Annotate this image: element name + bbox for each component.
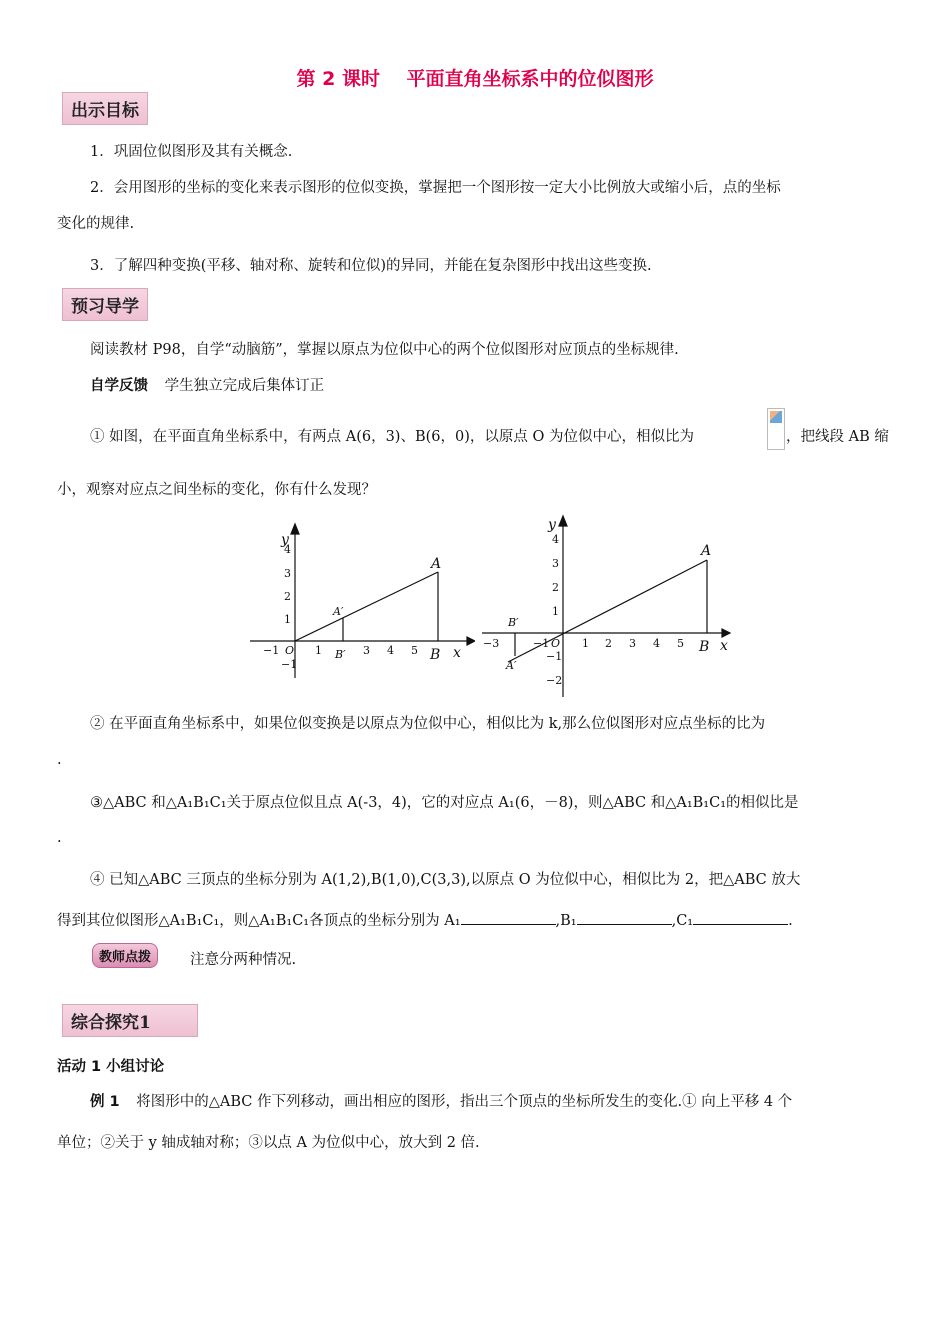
y-tick-label: 2 — [552, 581, 559, 594]
point-b-label: B — [430, 647, 441, 663]
figure-left — [245, 520, 475, 685]
teacher-tip-badge: 教师点拨 — [92, 943, 158, 968]
y-axis-label: y — [548, 517, 556, 533]
example-label: 例 1 — [90, 1094, 120, 1110]
activity-heading: 活动 1 小组讨论 — [57, 1059, 165, 1075]
teacher-tip-text: 注意分两种情况. — [190, 952, 297, 968]
y-tick-label: −1 — [546, 650, 563, 663]
x-tick-label: 1 — [315, 644, 322, 657]
goal-2: 2．会用图形的坐标的变化来表示图形的位似变换，掌握把一个图形按一定大小比例放大或缩小后，点的坐标 — [90, 180, 781, 196]
q3-line: ③△ABC 和△A₁B₁C₁关于原点位似且点 A(-3，4)，它的对应点 A₁(6，－8)，则△ABC 和△A₁B₁C₁的相似比是 — [90, 795, 799, 811]
x-axis-label: x — [453, 645, 461, 661]
x-tick-label: 3 — [363, 644, 370, 657]
q4-text: 得到其位似图形△A₁B₁C₁，则△A₁B₁C₁各顶点的坐标分别为 A₁ — [57, 913, 461, 929]
goal-1: 1．巩固位似图形及其有关概念. — [90, 144, 293, 160]
y-axis-label: y — [281, 532, 289, 548]
x-tick-label: 1 — [582, 637, 589, 650]
y-tick-label: 3 — [284, 567, 291, 580]
answer-blank-b1[interactable] — [577, 910, 672, 925]
example-line-b: 单位；②关于 y 轴成轴对称；③以点 A 为位似中心，放大到 2 倍. — [57, 1135, 480, 1151]
q4-text: ,B₁ — [555, 913, 577, 929]
point-b-label: B — [699, 639, 710, 655]
y-tick-label: 3 — [552, 557, 559, 570]
goal-2-cont: 变化的规律. — [57, 216, 135, 232]
section-tag-goals: 出示目标 — [62, 92, 148, 125]
x-tick-label: 2 — [605, 637, 612, 650]
x-tick-label: −3 — [483, 637, 500, 650]
q2-line: ② 在平面直角坐标系中，如果位似变换是以原点为位似中心，相似比为 k,那么位似图形对应点坐标的比为 — [90, 716, 766, 732]
y-tick-label: 2 — [284, 590, 291, 603]
example-line-a — [90, 1090, 792, 1111]
point-b1-label: B′ — [335, 648, 346, 661]
q4-line-b — [57, 909, 793, 930]
q4-text: . — [788, 913, 793, 929]
page-title: 第 2 课时 平面直角坐标系中的位似图形 — [296, 68, 654, 90]
y-tick-label: 4 — [552, 533, 559, 546]
answer-blank-c1[interactable] — [693, 910, 788, 925]
q4-line-a: ④ 已知△ABC 三顶点的坐标分别为 A(1,2),B(1,0),C(3,3),以原点 O 为位似中心，相似比为 2，把△ABC 放大 — [90, 872, 801, 888]
figure-right — [478, 512, 738, 702]
q1-line-a: ① 如图，在平面直角坐标系中，有两点 A(6，3)、B(6，0)，以原点 O 为位似中心，相似比为 — [90, 429, 694, 445]
y-tick-label: −2 — [546, 674, 563, 687]
origin-label: O — [285, 644, 295, 657]
q3-end: . — [57, 830, 62, 846]
x-tick-label: 3 — [629, 637, 636, 650]
x-tick-label: 5 — [411, 644, 418, 657]
x-tick-label: −1 — [263, 644, 280, 657]
feedback-text: 学生独立完成后集体订正 — [164, 378, 325, 394]
point-a1-label: A′ — [506, 659, 517, 672]
point-a-label: A — [431, 556, 442, 572]
x-tick-label: 5 — [677, 637, 684, 650]
y-tick-label: −1 — [281, 658, 298, 671]
x-axis-label: x — [720, 638, 728, 654]
y-tick-label: 1 — [284, 613, 291, 626]
y-tick-label: 1 — [552, 605, 559, 618]
section-tag-explore: 综合探究1 — [62, 1004, 198, 1037]
section-tag-preview: 预习导学 — [62, 288, 148, 321]
q4-text: ,C₁ — [671, 913, 694, 929]
q1-line-c: 小，观察对应点之间坐标的变化，你有什么发现？ — [57, 482, 376, 498]
feedback-label: 自学反馈 — [90, 378, 148, 394]
point-b1-label: B′ — [508, 616, 519, 629]
y-tick-label: 4 — [284, 543, 291, 556]
point-a1-label: A′ — [333, 605, 344, 618]
x-tick-label: 4 — [387, 644, 394, 657]
feedback-line — [90, 374, 324, 395]
q2-end: . — [57, 752, 62, 768]
example-text: 将图形中的△ABC 作下列移动，画出相应的图形，指出三个顶点的坐标所发生的变化.① 向上平移 4 个 — [136, 1094, 793, 1110]
preview-intro: 阅读教材 P98，自学“动脑筋”，掌握以原点为位似中心的两个位似图形对应顶点的坐标规律. — [90, 342, 679, 358]
ratio-image-icon — [767, 408, 785, 450]
q1-line-b: ，把线段 AB 缩 — [786, 429, 889, 445]
goal-3: 3．了解四种变换(平移、轴对称、旋转和位似)的异同，并能在复杂图形中找出这些变换. — [90, 258, 652, 274]
x-tick-label: 4 — [653, 637, 660, 650]
answer-blank-a1[interactable] — [461, 910, 556, 925]
origin-label: O — [551, 637, 561, 650]
x-tick-label: −1 — [533, 637, 550, 650]
point-a-label: A — [701, 543, 712, 559]
